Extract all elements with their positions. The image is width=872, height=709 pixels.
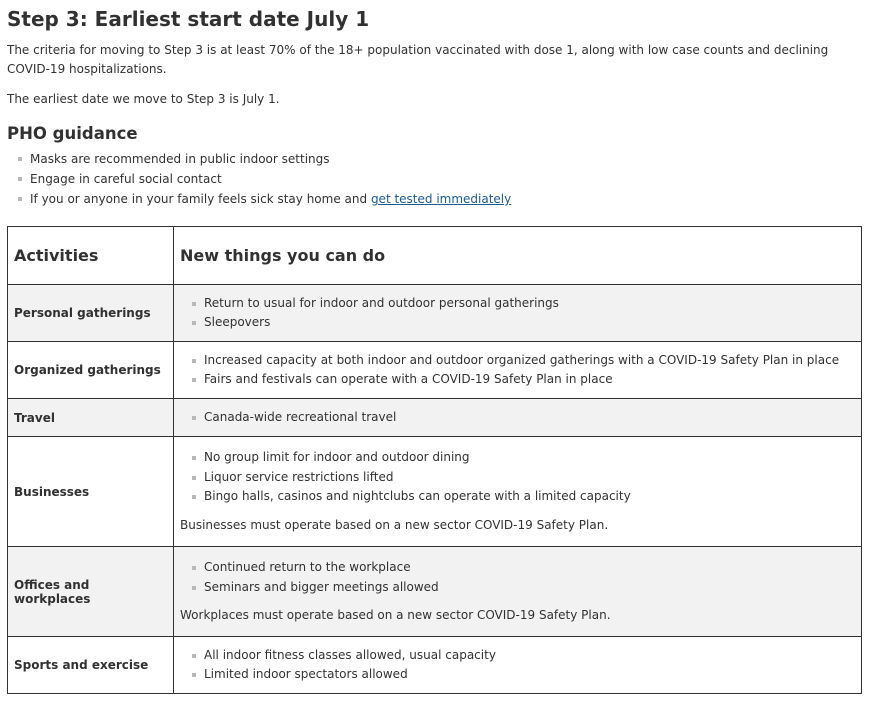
- table-row: [8, 285, 862, 342]
- guidance-item-text: If you or anyone in your family feels sick stay home and: [30, 192, 371, 206]
- table-row: [8, 399, 862, 437]
- list-item: Return to usual for indoor and outdoor personal gatherings: [180, 294, 855, 314]
- list-item: Limited indoor spectators allowed: [180, 665, 855, 685]
- table-header-row: [8, 227, 862, 285]
- new-things-list: [180, 294, 855, 333]
- column-header-new-things: New things you can do: [174, 227, 862, 285]
- new-things-cell: [174, 342, 862, 399]
- page-title: Step 3: Earliest start date July 1: [7, 7, 370, 31]
- new-things-cell: [174, 547, 862, 637]
- page-content: [0, 0, 872, 209]
- list-item: Bingo halls, casinos and nightclubs can operate with a limited capacity: [180, 487, 855, 507]
- guidance-item: Masks are recommended in public indoor settings: [7, 149, 865, 169]
- earliest-date-paragraph: The earliest date we move to Step 3 is July 1.: [7, 92, 280, 106]
- new-things-cell: [174, 285, 862, 342]
- guidance-heading: PHO guidance: [7, 124, 138, 143]
- table-row: [8, 437, 862, 547]
- column-header-activities: Activities: [8, 227, 174, 285]
- guidance-item: Engage in careful social contact: [7, 169, 865, 189]
- activity-cell: Personal gatherings: [8, 285, 174, 342]
- activities-table: [7, 226, 862, 694]
- new-things-list: [180, 448, 855, 507]
- table-row: [8, 637, 862, 694]
- criteria-paragraph: The criteria for moving to Step 3 is at least 70% of the 18+ population vaccinated with dose 1, along with low case counts and declining COVID-19 hospitalizations.: [7, 43, 829, 76]
- new-things-cell: [174, 637, 862, 694]
- guidance-item: [7, 189, 865, 209]
- new-things-cell: [174, 399, 862, 437]
- list-item: No group limit for indoor and outdoor dining: [180, 448, 855, 468]
- list-item: Liquor service restrictions lifted: [180, 468, 855, 488]
- new-things-list: [180, 351, 855, 390]
- list-item: Continued return to the workplace: [180, 558, 855, 578]
- safety-plan-note: Workplaces must operate based on a new sector COVID-19 Safety Plan.: [180, 608, 611, 622]
- safety-plan-note: Businesses must operate based on a new sector COVID-19 Safety Plan.: [180, 517, 609, 532]
- new-things-list: [180, 408, 855, 428]
- activity-cell: Offices and workplaces: [8, 547, 174, 637]
- new-things-list: [180, 646, 855, 685]
- activity-cell: Businesses: [8, 437, 174, 547]
- new-things-list: [180, 558, 855, 597]
- list-item: Increased capacity at both indoor and outdoor organized gatherings with a COVID-19 Safety Plan in place: [180, 351, 855, 371]
- activity-cell: Sports and exercise: [8, 637, 174, 694]
- activity-cell: Travel: [8, 399, 174, 437]
- get-tested-link[interactable]: get tested immediately: [370, 192, 512, 206]
- list-item: Canada-wide recreational travel: [180, 408, 855, 428]
- list-item: All indoor fitness classes allowed, usual capacity: [180, 646, 855, 666]
- table-row: [8, 342, 862, 399]
- list-item: Sleepovers: [180, 313, 855, 333]
- list-item: Fairs and festivals can operate with a COVID-19 Safety Plan in place: [180, 370, 855, 390]
- activity-cell: Organized gatherings: [8, 342, 174, 399]
- table-row: [8, 547, 862, 637]
- guidance-list: [7, 149, 865, 209]
- new-things-cell: [174, 437, 862, 547]
- list-item: Seminars and bigger meetings allowed: [180, 578, 855, 598]
